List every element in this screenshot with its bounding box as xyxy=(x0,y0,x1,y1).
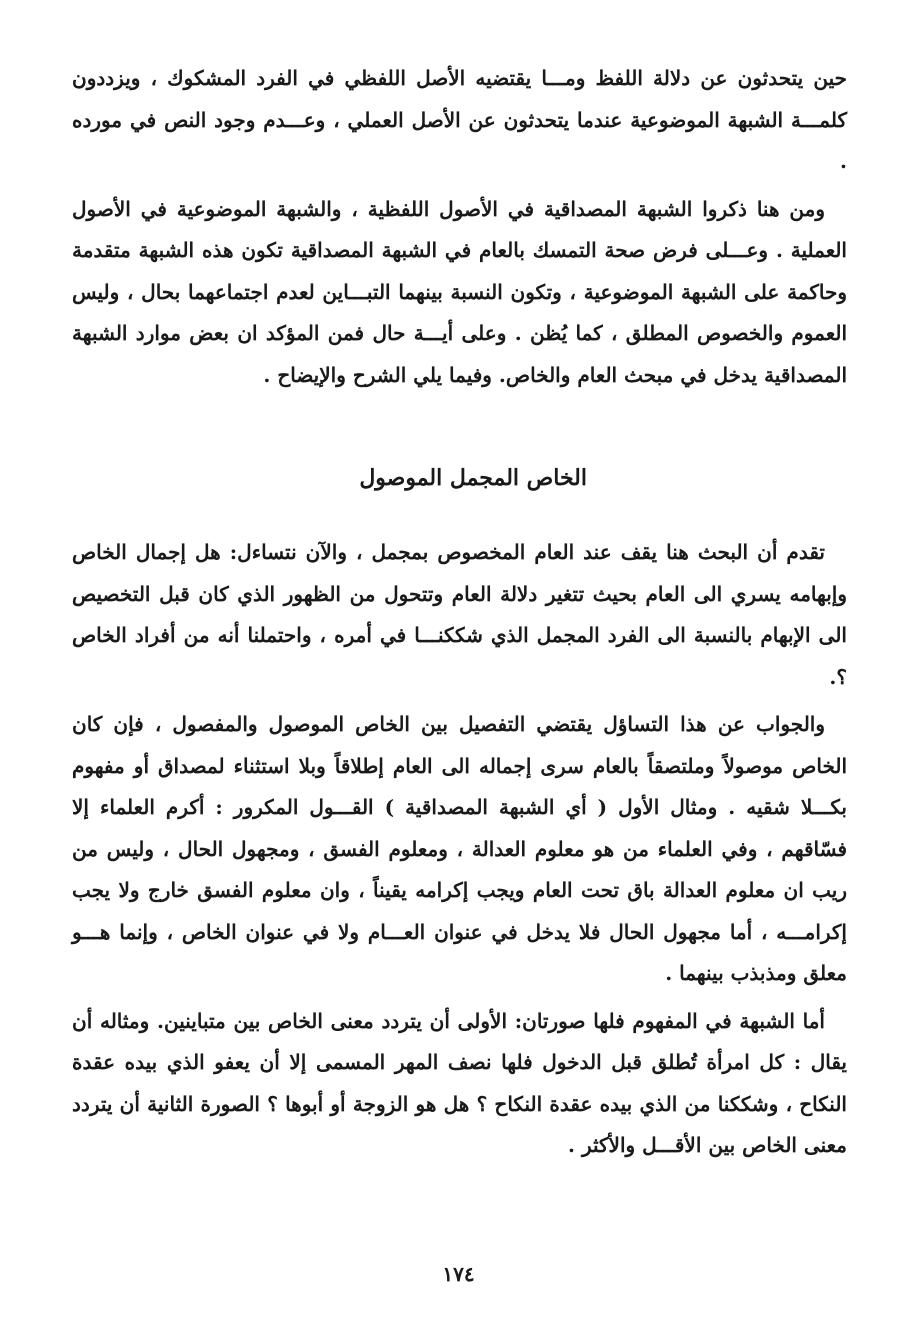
paragraph-mafhum: أما الشبهة في المفهوم فلها صورتان: الأولى أن يتردد معنى الخاص بين متباينين. ومثاله أن يقال : كل امرأة تُطلق قبل الدخول فلها نصف المهر المسمى إلا أن يعفو الذي بيده عقدة النكاح ، وشككنا من الذي بيده عقدة النكاح ؟ هل هو الزوجة أو أبوها ؟ الصورة الثانية أن يتردد معنى الخاص بين الأقـــل والأكثر . xyxy=(72,1008,847,1157)
paragraph-question: تقدم أن البحث هنا يقف عند العام المخصوص بمجمل ، والآن نتساءل: هل إجمال الخاص وإبهامه يسري الى العام بحيث تتغير دلالة العام وتتحول من الظهور الذي كان قبل التخصيص الى الإبهام بالنسبة الى الفرد المجمل الذي شككنـــا في أمره ، واحتملنا أنه من أفراد الخاص ؟. xyxy=(72,540,847,689)
section-heading: الخاص المجمل الموصول xyxy=(359,465,587,491)
page-number: ١٧٤ xyxy=(442,1262,475,1286)
paragraph-shubha-masdaqiya: ومن هنا ذكروا الشبهة المصداقية في الأصول اللفظية ، والشبهة الموضوعية في الأصول العملية . وعـــلى فرض صحة التمسك بالعام في الشبهة المصداقية تكون هذه الشبهة متقدمة وحاكمة على الشبهة الموضوعية ، وتكون النسبة بينهما التبـــاين لعدم اجتماعهما بحال ، وليس العموم والخصوص المطلق ، كما يُظن . وعلى أيـــة حال فمن المؤكد ان بعض موارد الشبهة المصداقية يدخل في مبحث العام والخاص. وفيما يلي الشرح والإيضاح . xyxy=(72,196,847,387)
page-body xyxy=(72,58,847,1173)
paragraph-continuation: حين يتحدثون عن دلالة اللفظ ومـــا يقتضيه الأصل اللفظي في الفرد المشكوك ، ويزددون كلمـــة الشبهة الموضوعية عندما يتحدثون عن الأصل العملي ، وعـــدم وجود النص في مورده . xyxy=(72,66,847,173)
paragraph-answer: والجواب عن هذا التساؤل يقتضي التفصيل بين الخاص الموصول والمفصول ، فإن كان الخاص موصولاً وملتصقاً بالعام سرى إجماله الى العام إطلاقاً وبلا استثناء لمصداق أو مفهوم بكـــلا شقيه . ومثال الأول ( أي الشبهة المصداقية ) القـــول المكرور : أكرم العلماء إلا فسّاقهم ، وفي العلماء من هو معلوم العدالة ، ومعلوم الفسق ، ومجهول الحال ، وليس من ريب ان معلوم العدالة باق تحت العام ويجب إكرامه يقيناً ، وان معلوم الفسق خارج ولا يجب إكرامـــه ، أما مجهول الحال فلا يدخل في عنوان العـــام ولا في عنوان الخاص ، وإنما هـــو معلق ومذبذب بينهما . xyxy=(72,712,847,985)
